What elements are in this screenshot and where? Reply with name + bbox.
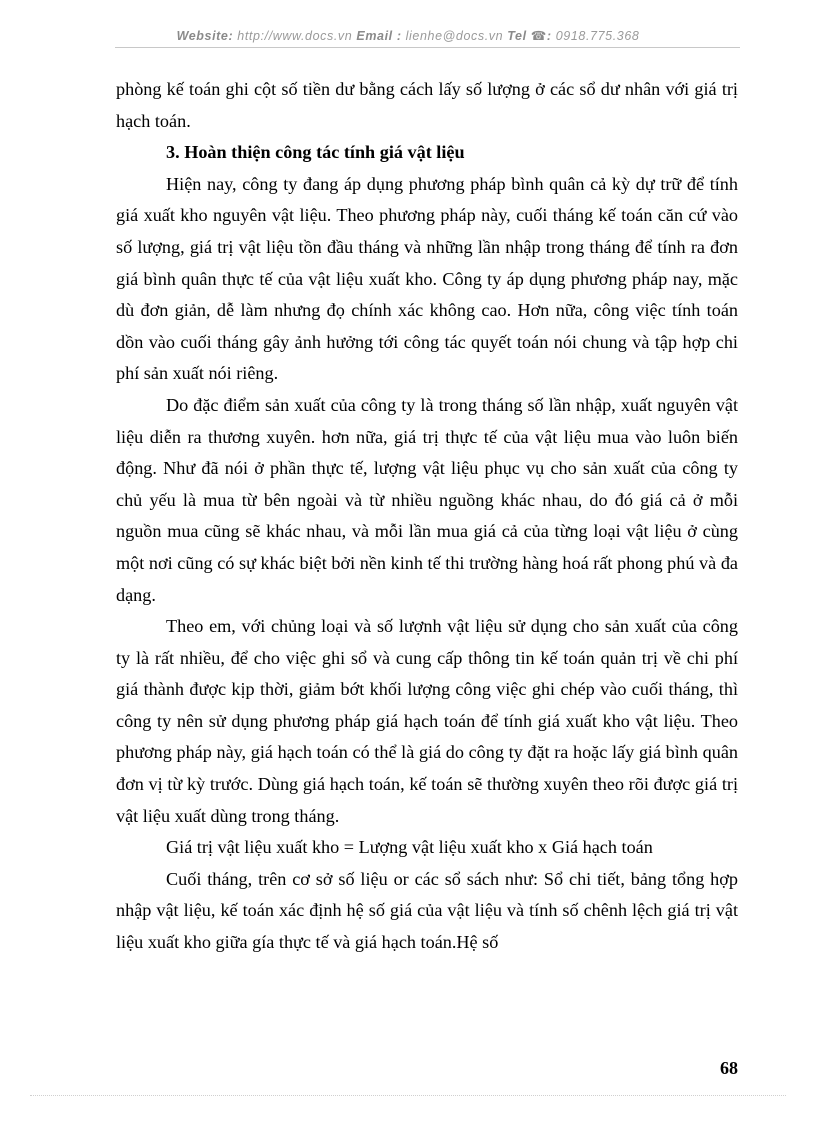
paragraph-month-end: Cuối tháng, trên cơ sở số liệu or các sổ sách như: Sổ chi tiết, bảng tổng hợp nhập vật liệu, kế toán xác định hệ số giá của vật liệu và tính số chênh lệch giá trị vật liệu xuất kho giữa gía thực tế và giá hạch toán.Hệ số xyxy=(116,868,738,953)
paragraph-production-characteristics: Do đặc điểm sản xuất của công ty là trong tháng số lần nhập, xuất nguyên vật liệu diễn ra thương xuyên. hơn nữa, giá trị thực tế của vật liệu mua vào luôn biến động. Như đã nói ở phần thực tế, lượng vật liệu phục vụ cho sản xuất của công ty chủ yếu là mua từ bên ngoài và từ nhiều nguồng khác nhau, do đó giá cả ở mỗi nguồn mua cũng sẽ khác nhau, và mỗi lần mua giá cả của từng loại vật liệu ở cùng một nơi cũng có sự khác biệt bởi nền kinh tế thi trường hàng hoá rất phong phú và đa dạng. xyxy=(116,394,738,605)
tel-value: 0918.775.368 xyxy=(551,29,640,43)
email-value: lienhe@docs.vn xyxy=(401,29,508,43)
email-label: Email : xyxy=(356,29,402,43)
page-body xyxy=(116,74,738,959)
page-number: 68 xyxy=(720,1058,738,1078)
website-label: Website: xyxy=(176,29,234,43)
paragraph-proposal: Theo em, với chủng loại và số lượnh vật liệu sử dụng cho sản xuất của công ty là rất nhiều, để cho việc ghi sổ và cung cấp thông tin kế toán quản trị về chi phí giá thành được kịp thời, giảm bớt khối lượng công việc ghi chép vào cuối tháng, thì công ty nên sử dụng phương pháp giá hạch toán để tính giá xuất kho vật liệu. Theo phương pháp này, giá hạch toán có thể là giá do công ty đặt ra hoặc lấy giá bình quân đơn vị từ kỳ trước. Dùng giá hạch toán, kế toán sẽ thường xuyên theo rõi được giá trị vật liệu xuất dùng trong tháng. xyxy=(116,616,738,826)
footer-divider xyxy=(30,1095,786,1096)
paragraph-continuation: phòng kế toán ghi cột số tiền dư bằng cách lấy số lượng ở các sổ dư nhân với giá trị hạch toán. xyxy=(116,79,738,131)
tel-label: Tel ☎: xyxy=(507,29,552,43)
header-divider xyxy=(115,47,740,48)
formula-line: Giá trị vật liệu xuất kho = Lượng vật liệu xuất kho x Giá hạch toán xyxy=(166,837,653,858)
paragraph-current-method: Hiện nay, công ty đang áp dụng phương pháp bình quân cả kỳ dự trữ để tính giá xuất kho nguyên vật liệu. Theo phương pháp này, cuối tháng kế toán căn cứ vào số lượng, giá trị vật liệu tồn đầu tháng và những lần nhập trong tháng để tính ra đơn giá bình quân thực tế của vật liệu xuất kho. Công ty áp dụng phương pháp nay, mặc dù đơn giản, dễ làm nhưng đọ chính xác không cao. Hơn nữa, công việc tính toán dồn vào cuối tháng gây ảnh hưởng tới công tác quyết toán nói chung và tập hợp chi phí sản xuất nói riêng. xyxy=(116,173,738,384)
page-header xyxy=(0,28,816,43)
section-heading: 3. Hoàn thiện công tác tính giá vật liệu xyxy=(166,142,465,163)
website-value: http://www.docs.vn xyxy=(233,29,357,43)
